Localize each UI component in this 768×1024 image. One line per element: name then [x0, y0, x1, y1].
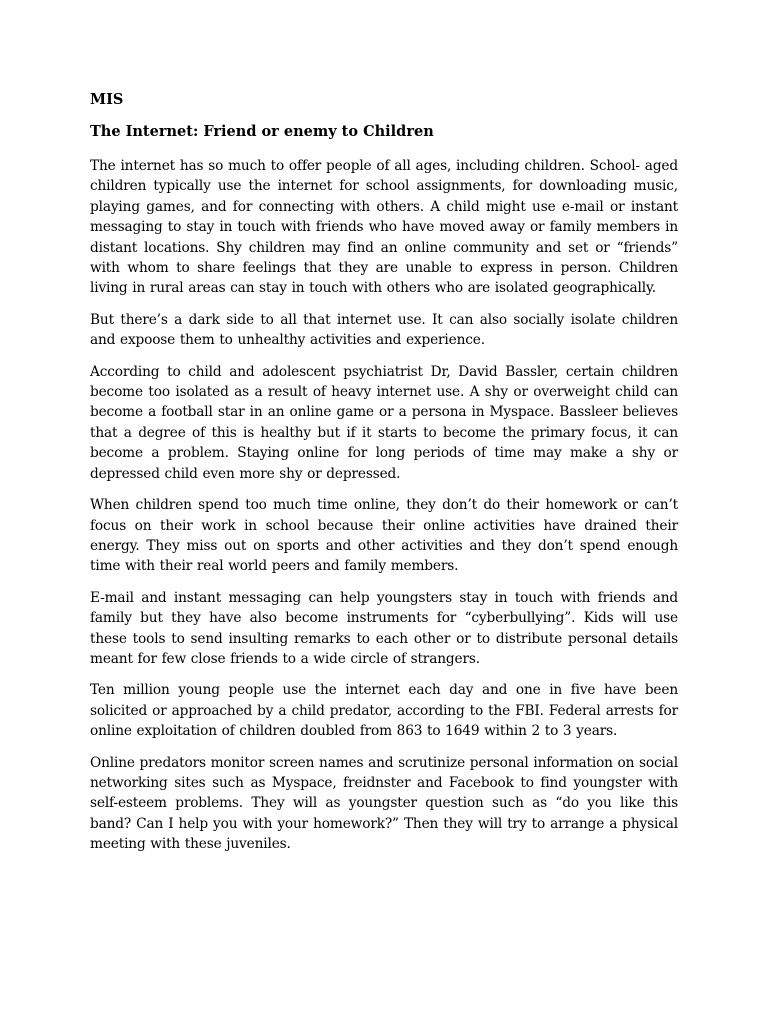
paragraph-5: E-mail and instant messaging can help youngsters stay in touch with friends and family but they have also become instruments for “cyberbullying”. Kids will use these tools to send insulting remarks to each other or to distribute personal details meant for few close friends to a wide circle of strangers. [90, 589, 678, 667]
paragraph-2: But there’s a dark side to all that internet use. It can also socially isolate children and expoose them to unhealthy activities and experience. [90, 311, 678, 349]
paragraph-3: According to child and adolescent psychiatrist Dr, David Bassler, certain children become too isolated as a result of heavy internet use. A shy or overweight child can become a football star in an online game or a persona in Myspace. Bassleer believes that a degree of this is healthy but if it starts to become the primary focus, it can become a problem. Staying online for long periods of time may make a shy or depressed child even more shy or depressed. [90, 363, 678, 482]
course-heading: MIS [90, 91, 124, 108]
document-title: The Internet: Friend or enemy to Children [90, 123, 434, 140]
paragraph-6: Ten million young people use the internet each day and one in five have been solicited or approached by a child predator, according to the FBI. Federal arrests for online exploitation of children doubled from 863 to 1649 within 2 to 3 years. [90, 682, 678, 740]
paragraph-1: The internet has so much to offer people of all ages, including children. School- aged children typically use the internet for school assignments, for downloading music, playing games, and for connecting with others. A child might use e-mail or instant messaging to stay in touch with friends who have moved away or family members in distant locations. Shy children may find an online community and set or “friends” with whom to share feelings that they are unable to express in person. Children living in rural areas can stay in touch with others who are isolated geographically. [90, 158, 678, 297]
paragraph-7: Online predators monitor screen names and scrutinize personal information on social networking sites such as Myspace, freidnster and Facebook to find youngster with self-esteem problems. They will as youngster question such as “do you like this band? Can I help you with your homework?” Then they will try to arrange a physical meeting with these juveniles. [90, 754, 678, 853]
paragraph-4: When children spend too much time online, they don’t do their homework or can’t focus on their work in school because their online activities have drained their energy. They miss out on sports and other activities and they don’t spend enough time with their real world peers and family members. [90, 497, 678, 575]
document-page [90, 90, 678, 866]
